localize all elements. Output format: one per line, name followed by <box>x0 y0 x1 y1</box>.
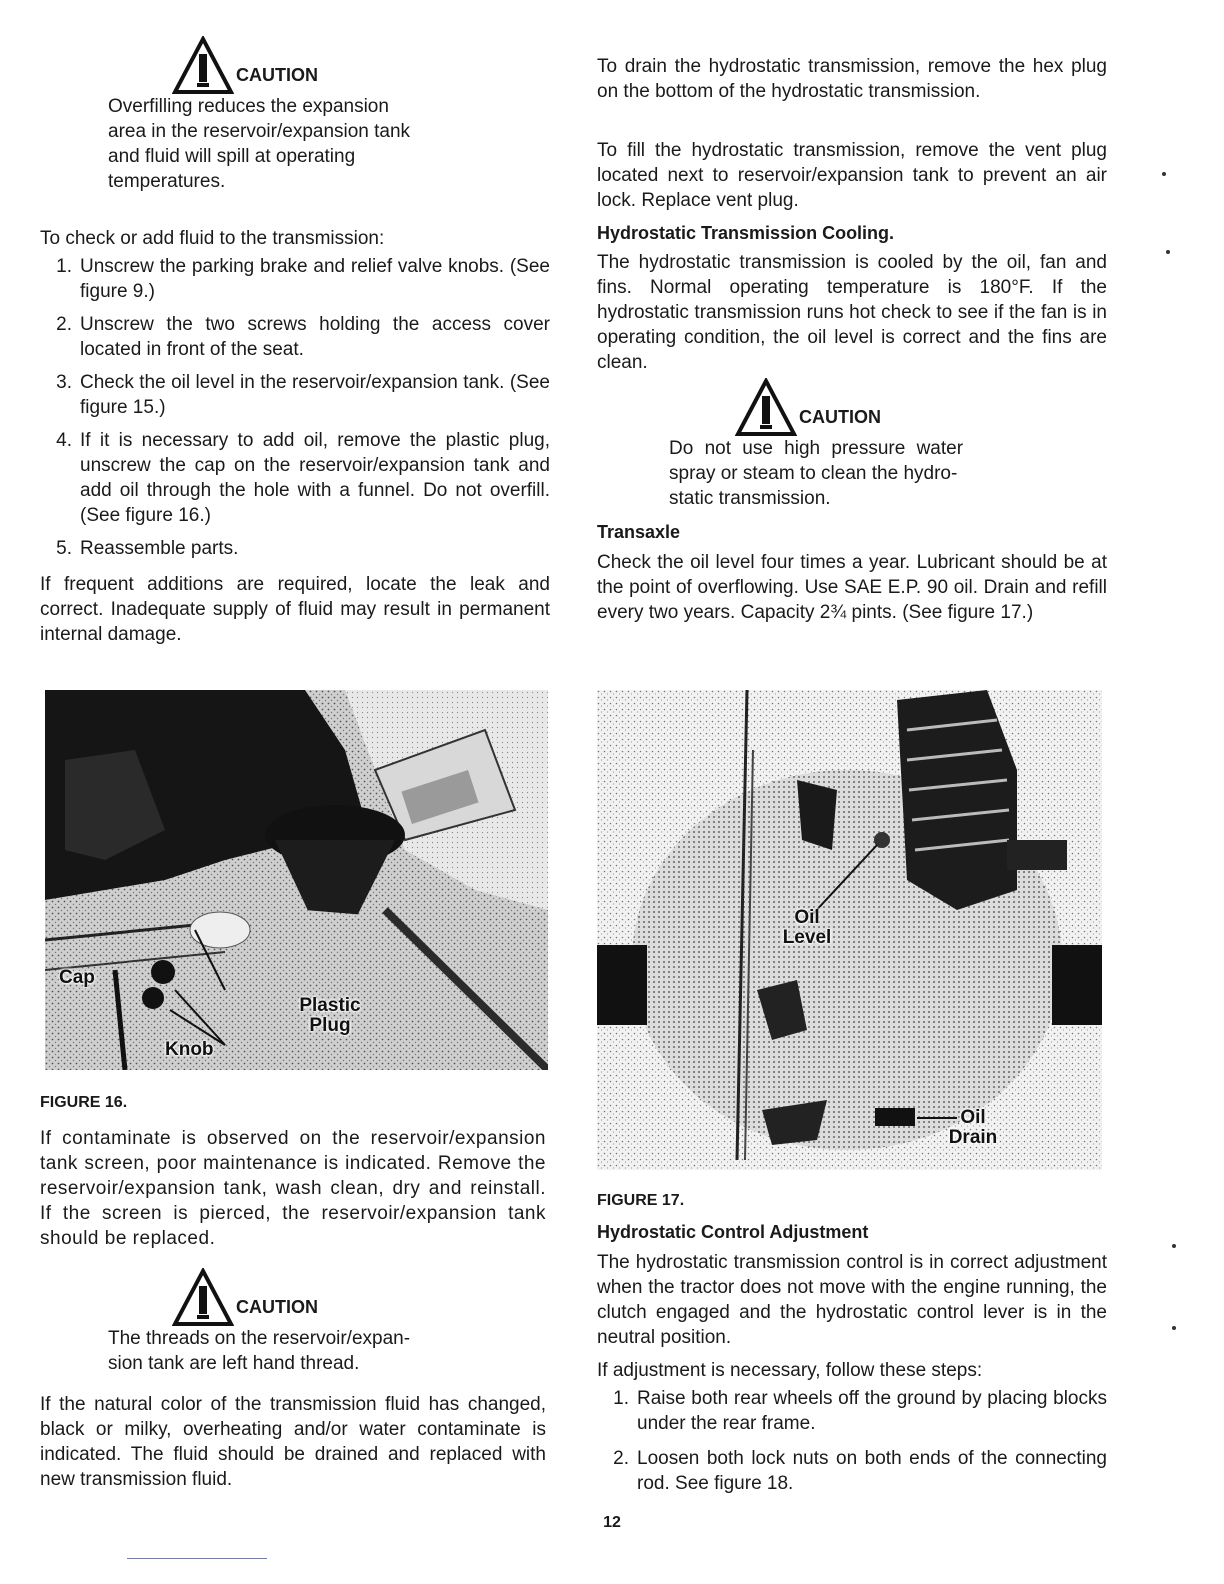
cooling-heading: Hydrostatic Transmission Cooling. <box>597 223 895 243</box>
caution-line: Overfilling reduces the expansion <box>108 96 389 117</box>
cooling-paragraph: The hydrostatic transmission is cooled by the oil, fan and fins. Normal operating temperature is 180°F. If the hydrostatic transmission runs hot check to see if the fan is in operating condition, the oil level is correct and the fins are clean. <box>597 252 1107 373</box>
caution-high-pressure <box>597 378 1107 511</box>
list-item: 2. Unscrew the two screws holding the access cover located in front of the seat. <box>56 314 550 360</box>
list-item: 2. Loosen both lock nuts on both ends of the connecting rod. See figure 18. <box>613 1448 1107 1494</box>
list-item: 4. If it is necessary to add oil, remove the plastic plug, unscrew the cap on the reservoir/expansion tank and add oil through the hole with a funnel. Do not overfill. (See figure 16.) <box>56 430 550 526</box>
scan-speck <box>1166 250 1170 254</box>
page-number: 12 <box>603 1514 621 1531</box>
warning-triangle-icon <box>735 378 797 436</box>
caution-line: sion tank are left hand thread. <box>108 1353 360 1374</box>
caution-title: CAUTION <box>236 1297 318 1317</box>
transaxle-heading: Transaxle <box>597 522 681 542</box>
oil-level-label: Oil Level <box>782 907 832 948</box>
caution-line: area in the reservoir/expansion tank <box>108 121 411 142</box>
caution-overfilling <box>40 36 550 194</box>
control-paragraph: The hydrostatic transmission control is in correct adjustment when the tractor does not move with the engine running, the clutch engaged and the hydrostatic control lever is in the neutral position. <box>597 1252 1107 1348</box>
intro-text: To check or add fluid to the transmission: <box>40 228 385 249</box>
transaxle-paragraph: Check the oil level four times a year. Lubricant should be at the point of overflowing. Use SAE E.P. 90 oil. Drain and refill every two years. Capacity 2¾ pints. (See figure 17.) <box>597 552 1107 623</box>
figure-17-photo <box>597 690 1102 1170</box>
list-item: 5. Reassemble parts. <box>56 538 239 559</box>
fill-paragraph: To fill the hydrostatic transmission, remove the vent plug located next to reservoir/expansion tank to prevent an air lock. Replace vent plug. <box>597 140 1107 211</box>
list-item: 3. Check the oil level in the reservoir/expansion tank. (See figure 15.) <box>56 372 550 418</box>
knob-label: Knob <box>165 1039 214 1060</box>
footer-rule <box>127 1558 267 1559</box>
drain-paragraph: To drain the hydrostatic transmission, remove the hex plug on the bottom of the hydrostatic transmission. <box>597 56 1107 102</box>
scan-speck <box>1172 1326 1176 1330</box>
adjust-steps-list <box>597 1386 1107 1496</box>
control-heading: Hydrostatic Control Adjustment <box>597 1222 869 1242</box>
caution-title: CAUTION <box>236 65 318 85</box>
caution-line: Do not use high pressure water <box>669 438 964 459</box>
scan-speck <box>1172 1244 1176 1248</box>
caution-line: spray or steam to clean the hydro- <box>669 463 958 484</box>
warning-triangle-icon <box>172 36 234 94</box>
caution-line: temperatures. <box>108 171 226 192</box>
color-paragraph: If the natural color of the transmission fluid has changed, black or milky, overheating and/or water contaminate is indicated. The fluid should be drained and replaced with new transmission fluid. <box>40 1394 546 1490</box>
leak-paragraph: If frequent additions are required, locate the leak and correct. Inadequate supply of fluid may result in permanent internal damage. <box>40 574 550 645</box>
fluid-steps-list <box>40 254 550 561</box>
cap-label: Cap <box>59 967 95 988</box>
list-item: 1. Raise both rear wheels off the ground by placing blocks under the rear frame. <box>613 1388 1107 1434</box>
figure-17-caption: FIGURE 17. <box>597 1192 685 1209</box>
figure-16-caption: FIGURE 16. <box>40 1094 128 1111</box>
caution-title: CAUTION <box>799 407 881 427</box>
contaminate-paragraph: If contaminate is observed on the reservoir/expansion tank screen, poor maintenance is indicated. Remove the reservoir/expansion tank, wash clean, dry and reinstall. If the screen is pierced, the reservoir/expansion tank should be replaced. <box>40 1128 546 1249</box>
figure-16-photo <box>45 690 548 1070</box>
caution-line: The threads on the reservoir/expan- <box>108 1328 411 1349</box>
scan-speck <box>1162 172 1166 176</box>
adjust-intro: If adjustment is necessary, follow these steps: <box>597 1360 983 1381</box>
caution-line: static transmission. <box>669 488 831 509</box>
oil-drain-label: Oil Drain <box>948 1107 998 1148</box>
warning-triangle-icon <box>172 1268 234 1326</box>
plastic-plug-label: Plastic Plug <box>299 995 361 1036</box>
caution-left-hand-thread <box>40 1268 550 1376</box>
list-item: 1. Unscrew the parking brake and relief valve knobs. (See figure 9.) <box>56 256 550 302</box>
caution-line: and fluid will spill at operating <box>108 146 356 167</box>
